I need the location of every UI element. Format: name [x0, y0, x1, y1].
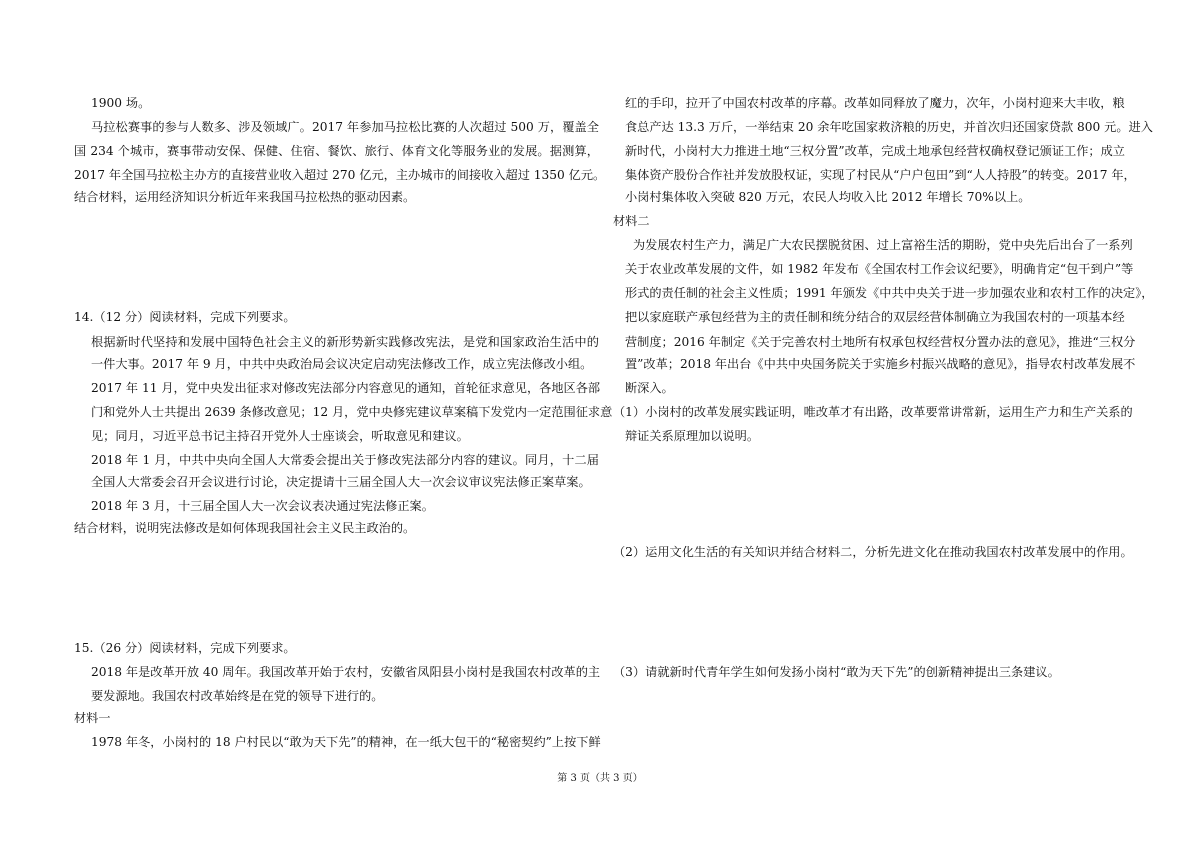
text-line: 1900 场。	[91, 96, 151, 110]
material-2-label: 材料二	[613, 214, 650, 228]
sub-question-1-cont: 辩证关系原理加以说明。	[625, 429, 760, 443]
text-line: 把以家庭联产承包经营为主的责任制和统分结合的双层经营体制确立为我国农村的一项基本经	[625, 310, 1125, 324]
text-line: 见；同月，习近平总书记主持召开党外人士座谈会，听取意见和建议。	[91, 429, 469, 443]
text-line: 2017 年全国马拉松主办方的直接营业收入超过 270 亿元，主办城市的间接收入超过 1350 亿元。	[74, 168, 606, 182]
text-line: 形式的责任制的社会主义性质；1991 年颁发《中共中央关于进一步加强农业和农村工作的决定》，	[625, 286, 1154, 300]
text-line: 集体资产股份合作社并发放股权证，实现了村民从“户户包田”到“人人持股”的转变。2017 年，	[625, 168, 1136, 182]
page-footer: 第 3 页（共 3 页）	[557, 773, 643, 784]
text-line: 一件大事。2017 年 9 月，中共中央政治局会议决定启动宪法修改工作，成立宪法修改小组。	[91, 357, 593, 371]
text-line: 国 234 个城市，赛事带动安保、保健、住宿、餐饮、旅行、体育文化等服务业的发展。据测算，	[74, 144, 599, 158]
question-14-title: 14.（12 分）阅读材料，完成下列要求。	[74, 310, 296, 324]
text-line: 根据新时代坚持和发展中国特色社会主义的新形势新实践修改宪法，是党和国家政治生活中的	[91, 335, 599, 349]
text-line: 置”改革；2018 年出台《中共中央国务院关于实施乡村振兴战略的意见》，指导农村改革发展不	[625, 357, 1136, 371]
text-line: 关于农业改革发展的文件，如 1982 年发布《全国农村工作会议纪要》，明确肯定“包干到户”等	[625, 262, 1134, 276]
question-prompt: 结合材料，运用经济知识分析近年来我国马拉松热的驱动因素。	[74, 190, 416, 204]
sub-question-1: （1）小岗村的改革发展实践证明，唯改革才有出路，改革要常讲常新，运用生产力和生产关系的	[613, 405, 1133, 419]
text-line: 断深入。	[625, 381, 674, 395]
text-line: 新时代，小岗村大力推进土地“三权分置”改革，完成土地承包经营权确权登记颁证工作；成立	[625, 144, 1125, 158]
text-line: 红的手印，拉开了中国农村改革的序幕。改革如同释放了魔力，次年，小岗村迎来大丰收，粮	[625, 96, 1125, 110]
sub-question-3: （3）请就新时代青年学生如何发扬小岗村“敢为天下先”的创新精神提出三条建议。	[613, 665, 1060, 679]
text-line: 2018 年 1 月，中共中央向全国人大常委会提出关于修改宪法部分内容的建议。同月，十二届	[91, 453, 599, 467]
text-line: 食总产达 13.3 万斤，一举结束 20 余年吃国家救济粮的历史，并首次归还国家贷款 800 元。进入	[625, 120, 1153, 134]
question-15-title: 15.（26 分）阅读材料，完成下列要求。	[74, 641, 296, 655]
sub-question-2: （2）运用文化生活的有关知识并结合材料二，分析先进文化在推动我国农村改革发展中的作用。	[613, 545, 1133, 559]
text-line: 全国人大常委会召开会议进行讨论，决定提请十三届全国人大一次会议审议宪法修正案草案。	[91, 475, 591, 489]
text-line: 为发展农村生产力，满足广大农民摆脱贫困、过上富裕生活的期盼，党中央先后出台了一系列	[633, 238, 1133, 252]
material-1-label: 材料一	[74, 711, 111, 725]
question-prompt: 结合材料，说明宪法修改是如何体现我国社会主义民主政治的。	[74, 521, 416, 535]
text-line: 1978 年冬，小岗村的 18 户村民以“敢为天下先”的精神，在一纸大包干的“秘密契约”上按下鲜	[91, 735, 601, 749]
text-line: 要发源地。我国农村改革始终是在党的领导下进行的。	[91, 689, 384, 703]
text-line: 门和党外人士共提出 2639 条修改意见；12 月，党中央修宪建议草案稿下发党内一定范围征求意	[91, 405, 613, 419]
text-line: 营制度；2016 年制定《关于完善农村土地所有权承包权经营权分置办法的意见》，推进“三权分	[625, 335, 1136, 349]
text-line: 2018 年是改革开放 40 周年。我国改革开始于农村，安徽省凤阳县小岗村是我国农村改革的主	[91, 665, 601, 679]
text-line: 2018 年 3 月，十三届全国人大一次会议表决通过宪法修正案。	[91, 499, 434, 513]
text-line: 马拉松赛事的参与人数多、涉及领域广。2017 年参加马拉松比赛的人次超过 500 万，覆盖全	[91, 120, 599, 134]
text-line: 2017 年 11 月，党中央发出征求对修改宪法部分内容意见的通知，首轮征求意见，各地区各部	[91, 381, 601, 395]
text-line: 小岗村集体收入突破 820 万元，农民人均收入比 2012 年增长 70%以上。	[625, 190, 1031, 204]
